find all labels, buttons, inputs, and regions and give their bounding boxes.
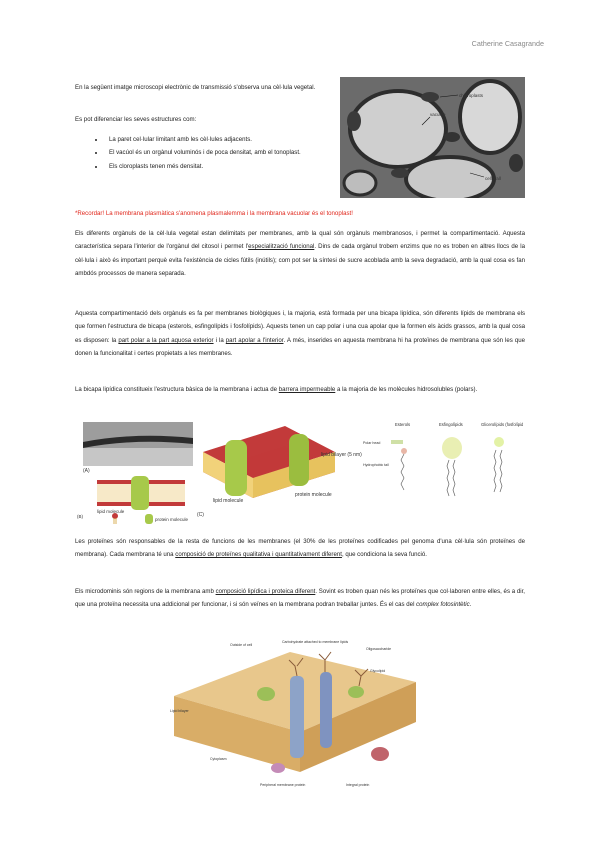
underlined-term: composició de proteïnes qualitativa i quantitativament diferent <box>175 551 342 559</box>
note-reminder: *Recordar! La membrana plasmàtica s'anomena plasmalemma i la membrana vacuolar és el tonoplast! <box>75 210 353 217</box>
panel-a-label: (A) <box>83 468 90 474</box>
figure-label: Glycolipid <box>370 669 386 673</box>
paragraph-microdomains <box>75 585 525 612</box>
micrograph-label: cell wall <box>485 176 501 181</box>
lipid-types-figure <box>363 420 523 526</box>
list-item: • La paret cel·lular limitant amb les cèl·lules adjacents. <box>105 133 365 146</box>
protein-molecule-label-c: protein molecule <box>295 492 332 498</box>
underlined-term: composició lipídica i proteica diferent <box>215 588 316 595</box>
underlined-term: especialització funcional <box>248 243 315 251</box>
figure-label: Oligosaccharide <box>366 647 392 651</box>
figure-label: Integral protein <box>346 783 370 787</box>
paragraph-proteins <box>75 535 525 562</box>
intro-paragraph-1: En la següent imatge microscopi electrònic de transmissió s'observa una cèl·lula vegetal. <box>75 84 316 91</box>
structures-list <box>75 133 365 173</box>
micrograph-label: vacuole <box>430 112 446 117</box>
text-run: Els diferents orgànuls de la cèl·lula vegetal estan delimitats per membranes, amb la qual són orgànuls membranosos, i permet la compartimentació. Aquesta característica separa l'interior de l'orgànul del citosol i permet l' <box>75 230 525 251</box>
figure-label: Carbohydrate attached to membrane lipids <box>282 640 349 644</box>
text-run: . Dins de cada orgànul trobem enzims que no es troben en altres llocs de la cèl·lula i això és important perquè evita l'existència de cicles fútils (inútils); com pot ser la síntesi de sucre acoblada amb la seva degradació, amb la qual cosa es fan ambdós processos de manera separada. <box>75 243 526 278</box>
text-run: Les proteïnes són responsables de la resta de funcions de les membranes (el 30% de les proteïnes codificades pel genoma d'una cèl·lula són proteïnes de membrana). Cada membrana té una <box>75 538 525 559</box>
sterols-header: Esterols <box>395 422 411 427</box>
panel-c-label: (C) <box>197 512 204 518</box>
italic-term: complex fotosintètic <box>416 601 470 609</box>
figure-label: Cytoplasm <box>210 757 227 761</box>
underlined-term: part polar a la part aquosa exterior <box>118 336 214 344</box>
text-run: a la majoria de les molècules hidrosolubles (polars). <box>335 386 478 393</box>
paragraph-membranes <box>75 307 525 361</box>
panel-b-label: (B) <box>77 514 83 519</box>
micrograph-label: chloroplasts <box>459 93 484 98</box>
lipid-molecule-label: lipid molecule <box>97 509 125 514</box>
membrane-model-figure <box>170 636 420 802</box>
figure-label: Lipid bilayer <box>170 709 189 713</box>
text-run: i la <box>213 336 226 344</box>
intro-paragraph-2: Es pot diferenciar les seves estructures com: <box>75 116 197 123</box>
lipid-bilayer-label: lipid bilayer (5 nm) <box>321 452 362 458</box>
figure-label: Outside of cell <box>230 643 253 647</box>
author-name: Catherine Casagrande <box>471 39 544 48</box>
text-run: . A més, inserides en aquesta membrana hi ha proteïnes de membrana que són les que donen la funcionalitat i certes propietats a les membranes. <box>75 336 525 358</box>
text-run: La bicapa lipídica constitueix l'estructura bàsica de la membrana i actua de <box>75 386 279 393</box>
text-run: , que condiciona la seva funció. <box>341 551 427 559</box>
text-run: Aquesta compartimentació dels orgànuls es fa per membranes biològiques i, la majoria, està formada per una bicapa lipídica, són diferents lípids de membrana els que formen l'estructura de bicapa (esterols, esfingolípids i fosfolípids). Aquests tenen un cap polar i una cua apolar que la formen els àcids grassos, amb la qual cosa es disposen: la <box>75 310 525 344</box>
text-run: Els microdominis són regions de la membrana amb <box>75 588 216 595</box>
lipid-molecule-label-c: lipid molecule <box>213 498 244 504</box>
underlined-term: barrera impermeable <box>278 386 336 393</box>
figure-label: Peripheral membrane protein <box>260 783 306 787</box>
micrograph-image <box>340 77 525 198</box>
glycerolipids-header: Glicerolípids (fosfolípids) <box>481 422 523 427</box>
paragraph-compartmentalization <box>75 227 525 281</box>
underlined-term: part apolar a l'interior <box>225 336 284 344</box>
polar-head-label: Polar head <box>363 441 381 445</box>
text-run: . Sovint es troben quan nés les proteïnes que col·laboren entre elles, és a dir, que una proteïna necessita una addicional per funcionar, i si són veïnes en la membrana podran treballar juntes. És el cas del <box>75 588 525 609</box>
text-run: . <box>469 601 472 609</box>
list-item: • Els cloroplasts tenen més densitat. <box>105 160 365 173</box>
panel-c-3d-bilayer <box>203 426 335 498</box>
tail-label: Hydrophobic tail <box>363 463 389 467</box>
list-item: • El vacúol és un orgànul voluminós i de poca densitat, amb el tonoplast. <box>105 146 365 159</box>
sphingolipids-header: Esfingolípids <box>439 422 463 427</box>
protein-molecule-label: protein molecule <box>155 517 189 522</box>
bilayer-figure <box>75 420 365 526</box>
paragraph-bilayer <box>75 383 525 396</box>
